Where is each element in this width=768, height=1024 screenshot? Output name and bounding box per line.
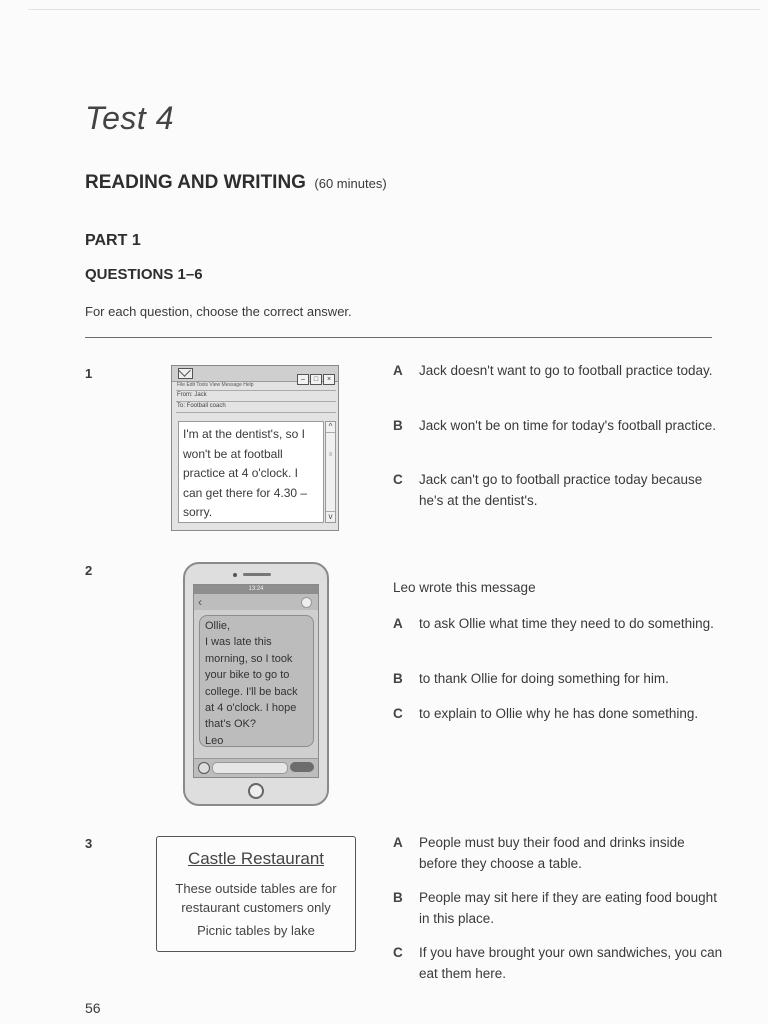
email-message: I'm at the dentist's, so I won't be at football practice at 4 o'clock. I can get there for 4.30 – sorry. [183,427,308,519]
email-divider [176,390,336,391]
email-window [171,365,339,531]
phone-screen [193,584,319,778]
email-scrollbar [325,421,336,523]
email-body [178,421,324,523]
envelope-icon [178,368,193,379]
option-text: to thank Ollie for doing something for him. [419,671,669,686]
phone-input-bar [194,758,318,777]
email-titlebar [172,366,338,382]
question-number-1: 1 [85,366,93,381]
maximize-icon: □ [310,374,322,385]
contact-icon [301,597,312,608]
q3-option-b [393,887,723,929]
phone-nav-bar [194,594,318,610]
q2-option-a [393,613,723,634]
q1-option-b [393,415,723,436]
message-bubble [199,615,314,747]
earpiece [243,573,271,576]
option-letter: C [393,706,403,721]
phone-illustration [183,562,329,806]
scroll-down-icon: v [326,511,335,522]
option-text: Jack can't go to football practice today because he's at the dentist's. [419,472,703,508]
option-letter: B [393,671,403,686]
q1-option-c [393,469,723,511]
option-text: to ask Ollie what time they need to do something. [419,616,714,631]
scroll-thumb: ≡ [328,452,333,458]
minimize-icon: – [297,374,309,385]
q2-option-b [393,668,723,689]
option-letter: A [393,363,403,378]
sign-footer: Picnic tables by lake [197,923,315,938]
page-number: 56 [85,1000,101,1016]
q2-stem: Leo wrote this message [393,580,536,595]
option-text: to explain to Ollie why he has done something. [419,706,699,721]
message-field [212,762,288,774]
option-letter: B [393,890,403,905]
instruction-divider [85,337,712,338]
option-text: People may sit here if they are eating food bought in this place. [419,890,717,926]
camera-icon [233,573,237,577]
section-heading: READING AND WRITING [85,172,306,193]
home-button [248,783,264,799]
phone-status-bar: 13:24 [194,585,318,594]
email-to: To: Football coach [177,403,226,409]
scroll-up-icon: ^ [326,422,335,433]
option-text: People must buy their food and drinks inside before they choose a table. [419,835,685,871]
camera-button-icon [198,762,210,774]
question-number-3: 3 [85,836,93,851]
q3-option-a [393,832,723,874]
option-letter: A [393,616,403,631]
email-from: From: Jack [177,392,207,398]
message-text: Ollie, I was late this morning, so I took your bike to go to college. I'll be back at 4 o'clock. I hope that's OK? Leo [205,620,298,747]
top-divider [28,9,760,10]
option-text: Jack won't be on time for today's football practice. [419,418,717,433]
q3-option-c [393,942,723,984]
test-title: Test 4 [85,100,174,136]
email-menu-bar: File Edit Tools View Message Help [177,382,254,388]
restaurant-sign [156,836,356,952]
option-letter: A [393,835,403,850]
questions-range: QUESTIONS 1–6 [85,266,203,283]
chevron-left-icon: ‹ [198,595,202,609]
q1-option-a [393,360,723,381]
window-controls [296,368,335,386]
section-heading-line [85,172,387,194]
option-letter: B [393,418,403,433]
option-letter: C [393,945,403,960]
option-text: If you have brought your own sandwiches, you can eat them here. [419,945,723,981]
close-icon: × [323,374,335,385]
email-divider [176,401,336,402]
sign-title: Castle Restaurant [187,849,325,868]
option-letter: C [393,472,403,487]
option-text: Jack doesn't want to go to football practice today. [419,363,713,378]
part-heading: PART 1 [85,232,141,249]
instruction-text: For each question, choose the correct answer. [85,304,352,319]
question-number-2: 2 [85,563,93,578]
q2-option-c [393,703,723,724]
sign-notice: These outside tables are for restaurant customers only [175,881,337,915]
email-divider [176,412,336,413]
send-button [290,762,314,772]
section-time: (60 minutes) [314,176,387,191]
